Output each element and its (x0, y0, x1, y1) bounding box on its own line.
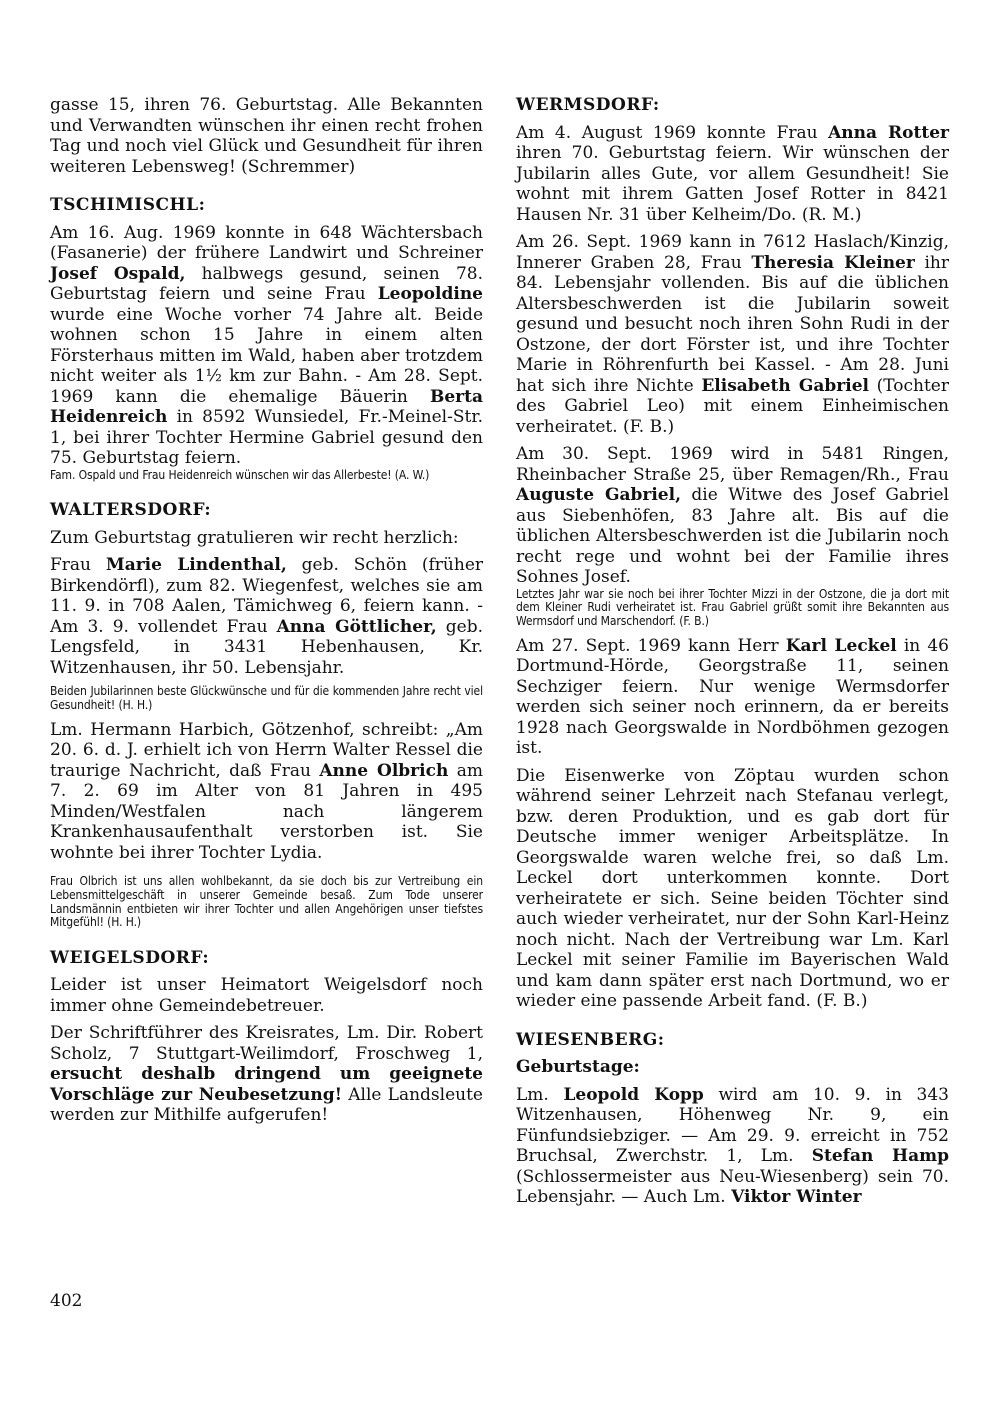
tschimischl-paragraph: Am 16. Aug. 1969 konnte in 648 Wächtersbach (Fasanerie) der frühere Landwirt und Schreiner Josef Ospald, halbwegs gesund, seinen 78. Geburtstag feiern und seine Frau Leopoldine wurde eine Woche vorher 74 Jahre alt. Beide wohnen schon 15 Jahre in einem alten Försterhaus mitten im Wald, haben aber trotzdem nicht weiter als 1½ km zur Bahn. - Am 28. Sept. 1969 kann die ehemalige Bäuerin Berta Heidenreich in 8592 Wunsiedel, Fr.-Meinel-Str. 1, bei ihrer Tochter Hermine Gabriel gesund den 75. Geburtstag feiern. (50, 222, 483, 468)
subheading-geburtstage: Geburtstage: (516, 1057, 640, 1078)
name-josef-ospald: Josef Ospald, (50, 263, 186, 284)
wermsdorf-paragraph-2: Am 26. Sept. 1969 kann in 7612 Haslach/Kinzig, Innerer Graben 28, Frau Theresia Kleiner ihr 84. Lebensjahr vollenden. Bis auf die üblichen Altersbeschwerden ist die Jubilarin soweit gesund und besucht noch ihren Sohn Rudi in der Ostzone, der dort Förster ist, und ihre Tochter Marie in Röhrenfurth bei Kassel. - Am 28. Juni hat sich ihre Nichte Elisabeth Gabriel (Tochter des Gabriel Leo) mit einem Einheimischen verheiratet. (F. B.) (516, 232, 949, 437)
name-elisabeth-gabriel: Elisabeth Gabriel (701, 375, 869, 396)
wermsdorf-note: Letztes Jahr war sie noch bei ihrer Tochter Mizzi in der Ostzone, die ja dort mit dem Kleiner Rudi verheiratet ist. Frau Gabriel grüßt somit ihre Bekannten aus Wermsdorf und Marschendorf. (F. B.) (516, 586, 949, 628)
wermsdorf-paragraph-1: Am 4. August 1969 konnte Frau Anna Rotter ihren 70. Geburtstag feiern. Wir wünschen der Jubilarin alles Gute, vor allem Gesundheit! Sie wohnt mit ihrem Gatten Josef Rotter in 8421 Hausen Nr. 31 über Kelheim/Do. (R. M.) (516, 122, 950, 225)
heading-wiesenberg: WIESENBERG: (516, 1029, 665, 1050)
heading-weigelsdorf: WEIGELSDORF: (50, 947, 210, 968)
name-leopoldine: Leopoldine (377, 284, 483, 304)
waltersdorf-note-2: Frau Olbrich ist uns allen wohlbekannt, da sie doch bis zur Vertreibung ein Lebensmittelgeschäft in unserer Gemeinde besaß. Zum Tode unserer Landsmännin entbieten wir ihrer Tochter und allen Angehörigen unser tiefstes Mitgefühl! (H. H.) (50, 874, 483, 930)
left-column (50, 95, 483, 1126)
name-anna-goettlicher: Anna Göttlicher, (276, 616, 437, 637)
name-viktor-winter: Viktor Winter (731, 1187, 862, 1208)
waltersdorf-paragraph-3: Lm. Hermann Harbich, Götzenhof, schreibt: „Am 20. 6. d. J. erhielt ich von Herrn Walter Ressel die traurige Nachricht, daß Frau Anne Olbrich am 7. 2. 69 im Alter von 81 Jahren in 495 Minden/Westfalen nach längerem Krankenhausaufenthalt verstorben ist. Sie wohnte bei ihrer Tochter Lydia. (50, 719, 483, 863)
name-karl-leckel: Karl Leckel (785, 635, 897, 656)
wermsdorf-paragraph-5: Die Eisenwerke von Zöptau wurden schon während seiner Lehrzeit nach Stefanau verlegt, bzw. deren Produktion, und es gab dort für Deutsche immer weniger Arbeitsplätze. In Georgswalde waren welche frei, so daß Lm. Leckel dort unterkommen konnte. Dort verheiratete er sich. Seine beiden Töchter sind auch wieder verheiratet, nur der Sohn Karl-Heinz noch nicht. Nach der Vertreibung war Lm. Karl Leckel mit seiner Familie im Bayerischen Wald und kam dann später erst nach Dortmund, wo er wieder eine passende Arbeit fand. (F. B.) (516, 765, 949, 1012)
wermsdorf-paragraph-4: Am 27. Sept. 1969 kann Herr Karl Leckel in 46 Dortmund-Hörde, Georgstraße 11, seinen Sechziger feiern. Nur wenige Wermsdorfer werden sich seiner noch erinnern, da er bereits 1928 nach Georgswalde in Nordböhmen gezogen ist. (516, 635, 949, 759)
name-anna-rotter: Anna Rotter (828, 122, 950, 143)
page-number: 402 (50, 1291, 83, 1311)
appeal-text: ersucht deshalb dringend um geeignete Vorschläge zur Neubesetzung! (50, 1064, 483, 1105)
name-leopold-kopp: Leopold Kopp (563, 1084, 704, 1105)
name-auguste-gabriel: Auguste Gabriel, (516, 485, 681, 505)
waltersdorf-paragraph-1: Zum Geburtstag gratulieren wir recht herzlich: (50, 527, 459, 548)
weigelsdorf-paragraph-1: Leider ist unser Heimatort Weigelsdorf noch immer ohne Gemeindebetreuer. (50, 975, 483, 1016)
weigelsdorf-paragraph-2: Der Schriftführer des Kreisrates, Lm. Dir. Robert Scholz, 7 Stuttgart-Weilimdorf, Froschweg 1, ersucht deshalb dringend um geeignete Vorschläge zur Neubesetzung! Alle Landsleute werden zur Mithilfe aufgerufen! (50, 1023, 483, 1126)
name-anne-olbrich: Anne Olbrich (319, 760, 449, 781)
tschimischl-note: Fam. Ospald und Frau Heidenreich wünschen wir das Allerbeste! (A. W.) (50, 467, 430, 482)
waltersdorf-note-1: Beiden Jubilarinnen beste Glückwünsche und für die kommenden Jahre recht viel Gesundheit! (H. H.) (50, 684, 483, 712)
wiesenberg-paragraph: Lm. Leopold Kopp wird am 10. 9. in 343 Witzenhausen, Höhenweg Nr. 9, ein Fünfundsiebziger. — Am 29. 9. erreicht in 752 Bruchsal, Zwerchstr. 1, Lm. Stefan Hamp (Schlossermeister aus Neu-Wiesenberg) sein 70. Lebensjahr. — Auch Lm. Viktor Winter (516, 1084, 949, 1208)
wermsdorf-paragraph-3: Am 30. Sept. 1969 wird in 5481 Ringen, Rheinbacher Straße 25, über Remagen/Rh., Frau Auguste Gabriel, die Witwe des Josef Gabriel aus Siebenhöfen, 83 Jahre alt. Bis auf die üblichen Altersbeschwerden ist die Jubilarin noch recht rege und wohnt bei der Familie ihres Sohnes Josef. (516, 444, 949, 587)
heading-tschimischl: TSCHIMISCHL: (50, 195, 206, 215)
waltersdorf-paragraph-2: Frau Marie Lindenthal, geb. Schön (früher Birkendörfl), zum 82. Wiegenfest, welches sie am 11. 9. in 708 Aalen, Tämichweg 6, feiern kann. - Am 3. 9. vollendet Frau Anna Göttlicher, geb. Lengsfeld, in 3431 Hebenhausen, Kr. Witzenhausen, ihr 50. Lebensjahr. (50, 555, 484, 678)
name-theresia-kleiner: Theresia Kleiner (751, 252, 915, 273)
intro-paragraph: gasse 15, ihren 76. Geburtstag. Alle Bekannten und Verwandten wünschen ihr einen recht frohen Tag und noch viel Glück und Gesundheit für ihren weiteren Lebensweg! (Schremmer) (50, 95, 483, 177)
right-column (516, 95, 949, 1208)
name-marie-lindenthal: Marie Lindenthal, (105, 555, 287, 576)
name-berta-heidenreich: Berta Heidenreich (50, 386, 483, 427)
heading-wermsdorf: WERMSDORF: (516, 95, 660, 115)
heading-waltersdorf: WALTERSDORF: (50, 500, 212, 521)
name-stefan-hamp: Stefan Hamp (811, 1146, 949, 1167)
